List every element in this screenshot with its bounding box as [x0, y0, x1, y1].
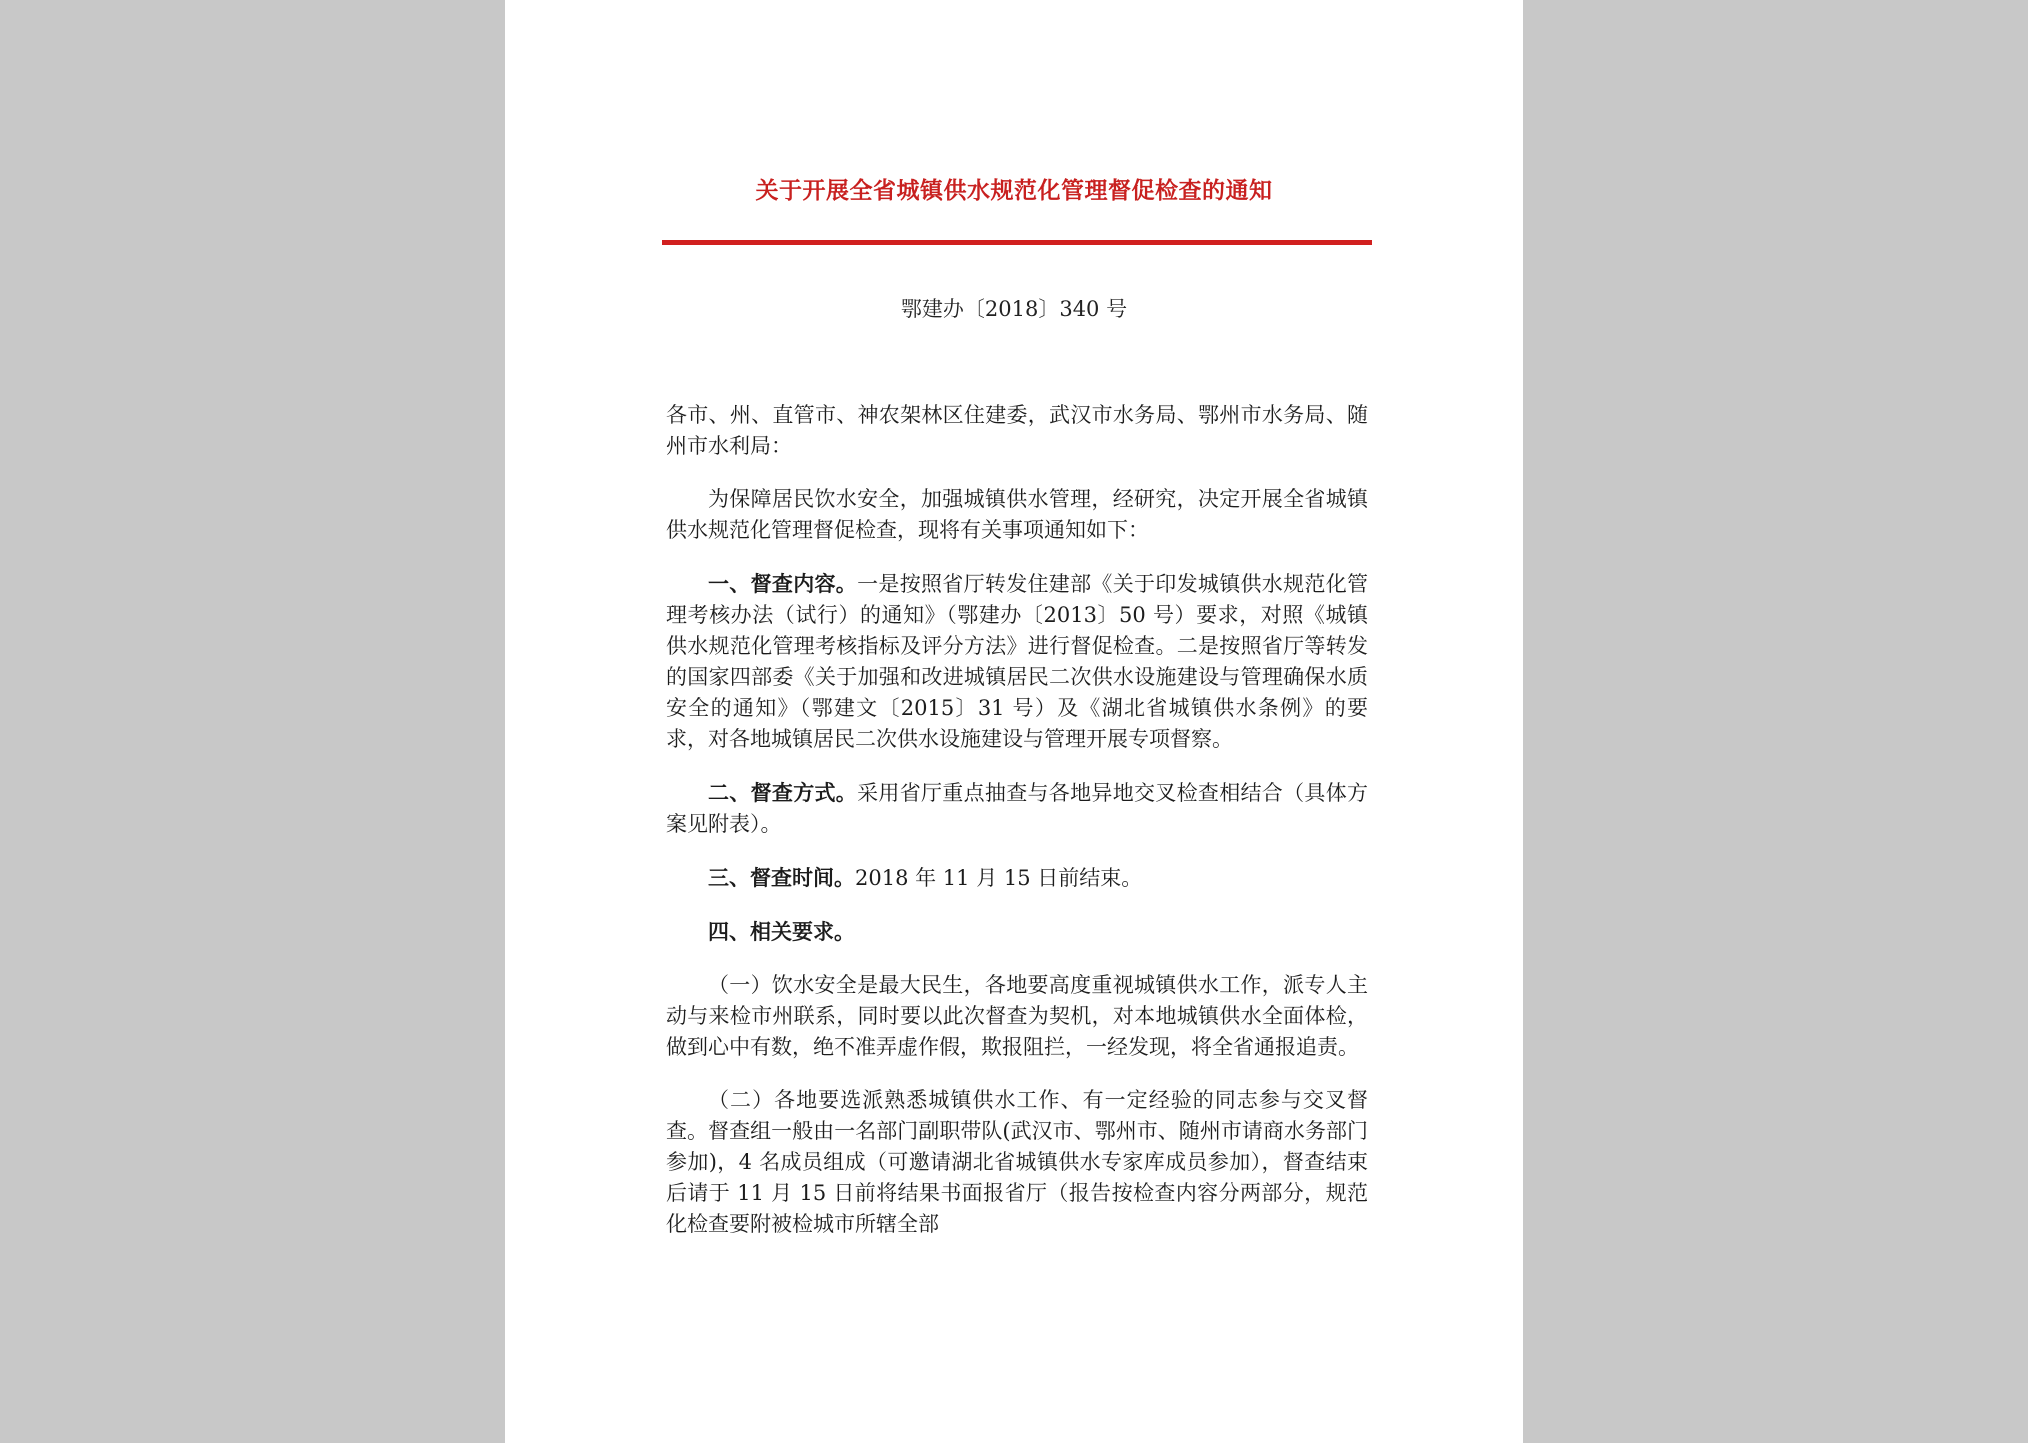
requirement-1-paragraph: （一）饮水安全是最大民生，各地要高度重视城镇供水工作，派专人主动与来检市州联系，同时要以此次督查为契机，对本地城镇供水全面体检，做到心中有数，绝不准弄虚作假，欺报阻拦，一经发现，将全省通报追责。 — [666, 973, 1368, 1059]
section-2-heading: 二、督查方式。 — [708, 780, 858, 805]
section-1-heading: 一、督查内容。 — [708, 571, 858, 596]
section-3-heading: 三、督查时间。 — [708, 865, 855, 890]
section-4-heading: 四、相关要求。 — [708, 919, 855, 944]
salutation: 各市、州、直管市、神农架林区住建委，武汉市水务局、鄂州市水务局、随州市水利局： — [666, 403, 1368, 458]
section-4-paragraph — [666, 916, 1368, 948]
section-2-paragraph — [666, 777, 1368, 840]
section-3-paragraph — [666, 862, 1368, 894]
document-title: 关于开展全省城镇供水规范化管理督促检查的通知 — [755, 178, 1273, 204]
requirement-2-paragraph: （二）各地要选派熟悉城镇供水工作、有一定经验的同志参与交叉督查。督查组一般由一名部门副职带队(武汉市、鄂州市、随州市请商水务部门参加)，4 名成员组成（可邀请湖北省城镇供水专家库成员参加），督查结束后请于 11 月 15 日前将结果书面报省厅（报告按检查内容分两部分，规范化检查要附被检城市所辖全部 — [666, 1088, 1368, 1236]
document-body — [666, 400, 1368, 1262]
document-number: 鄂建办〔2018〕340 号 — [900, 297, 1128, 321]
section-2-text: 采用省厅重点抽查与各地异地交叉检查相结合（具体方案见附表）。 — [666, 781, 1369, 836]
section-1-paragraph — [666, 568, 1368, 755]
section-1-text: 一是按照省厅转发住建部《关于印发城镇供水规范化管理考核办法（试行）的通知》（鄂建办〔2013〕50 号）要求，对照《城镇供水规范化管理考核指标及评分方法》进行督促检查。二是按照省厅等转发的国家四部委《关于加强和改进城镇居民二次供水设施建设与管理确保水质安全的通知》（鄂建文〔2015〕31 号）及《湖北省城镇供水条例》的要求，对各地城镇居民二次供水设施建设与管理开展专项督察。 — [666, 572, 1369, 751]
document-page — [505, 0, 1523, 1443]
intro-paragraph: 为保障居民饮水安全，加强城镇供水管理，经研究，决定开展全省城镇供水规范化管理督促检查，现将有关事项通知如下： — [666, 487, 1368, 542]
red-divider-line — [662, 240, 1372, 245]
section-3-text: 2018 年 11 月 15 日前结束。 — [855, 866, 1143, 890]
